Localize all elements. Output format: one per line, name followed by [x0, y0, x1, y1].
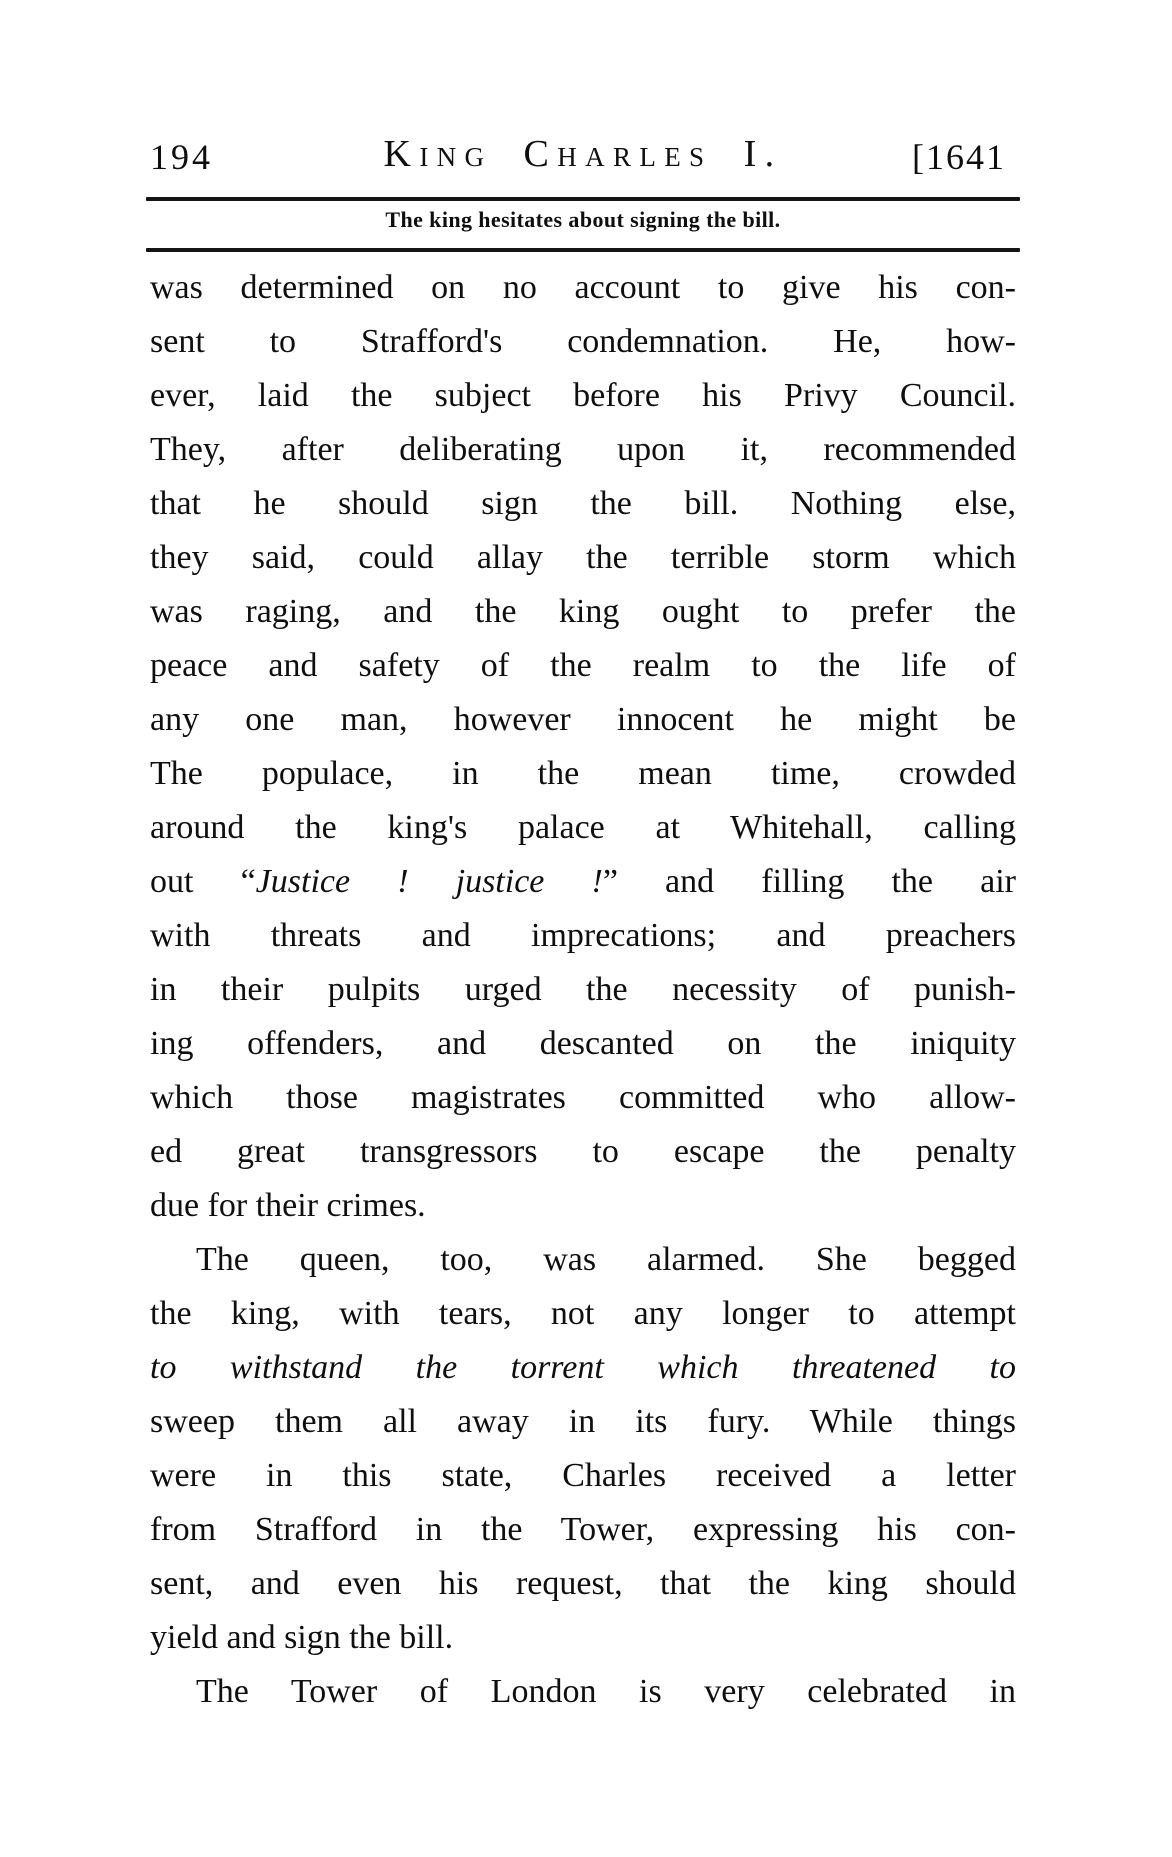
text-line: sent to Strafford's condemnation. He, how-	[150, 323, 1016, 360]
text-line: sent, and even his request, that the king should	[150, 1565, 1016, 1602]
divider-rule-top	[146, 197, 1020, 201]
text-line: due for their crimes.	[150, 1187, 426, 1224]
italic-phrase: Justice ! justice !	[255, 863, 603, 900]
page-header	[150, 130, 1016, 182]
body-text	[150, 261, 1016, 1719]
text-line: ed great transgressors to escape the penalty	[150, 1133, 1016, 1170]
text-line: ever, laid the subject before his Privy Council.	[150, 377, 1016, 414]
text-line: The populace, in the mean time, crowded	[150, 755, 1016, 792]
text-line: yield and sign the bill.	[150, 1619, 454, 1656]
text-segment: out “	[150, 863, 256, 900]
page-number: 194	[150, 137, 213, 177]
text-line	[150, 855, 1016, 909]
text-line: sweep them all away in its fury. While things	[150, 1403, 1016, 1440]
text-line: that he should sign the bill. Nothing else,	[150, 485, 1016, 522]
text-line: around the king's palace at Whitehall, calling	[150, 809, 1016, 846]
text-line: The queen, too, was alarmed. She begged	[196, 1241, 1016, 1278]
text-line: they said, could allay the terrible storm which	[150, 539, 1016, 576]
text-line: which those magistrates committed who allow-	[150, 1079, 1016, 1116]
text-line: was determined on no account to give his con-	[150, 269, 1016, 306]
divider-rule-bottom	[146, 248, 1020, 252]
text-line: was raging, and the king ought to prefer the	[150, 593, 1016, 630]
section-caption: The king hesitates about signing the bill.	[385, 207, 781, 232]
text-line: the king, with tears, not any longer to attempt	[150, 1295, 1016, 1332]
text-segment: ” and filling the air	[602, 863, 1016, 900]
running-title: King Charles I.	[383, 133, 783, 175]
text-line: any one man, however innocent he might be	[150, 701, 1016, 738]
text-line: in their pulpits urged the necessity of punish-	[150, 971, 1016, 1008]
header-year: [1641	[912, 137, 1006, 177]
text-line: ing offenders, and descanted on the iniquity	[150, 1025, 1016, 1062]
text-line: were in this state, Charles received a letter	[150, 1457, 1016, 1494]
text-line: They, after deliberating upon it, recommended	[150, 431, 1016, 468]
text-line: to withstand the torrent which threatened to	[150, 1349, 1016, 1386]
text-line: The Tower of London is very celebrated in	[196, 1673, 1016, 1710]
text-line: peace and safety of the realm to the life of	[150, 647, 1016, 684]
text-line: with threats and imprecations; and preachers	[150, 917, 1016, 954]
text-line: from Strafford in the Tower, expressing his con-	[150, 1511, 1016, 1548]
